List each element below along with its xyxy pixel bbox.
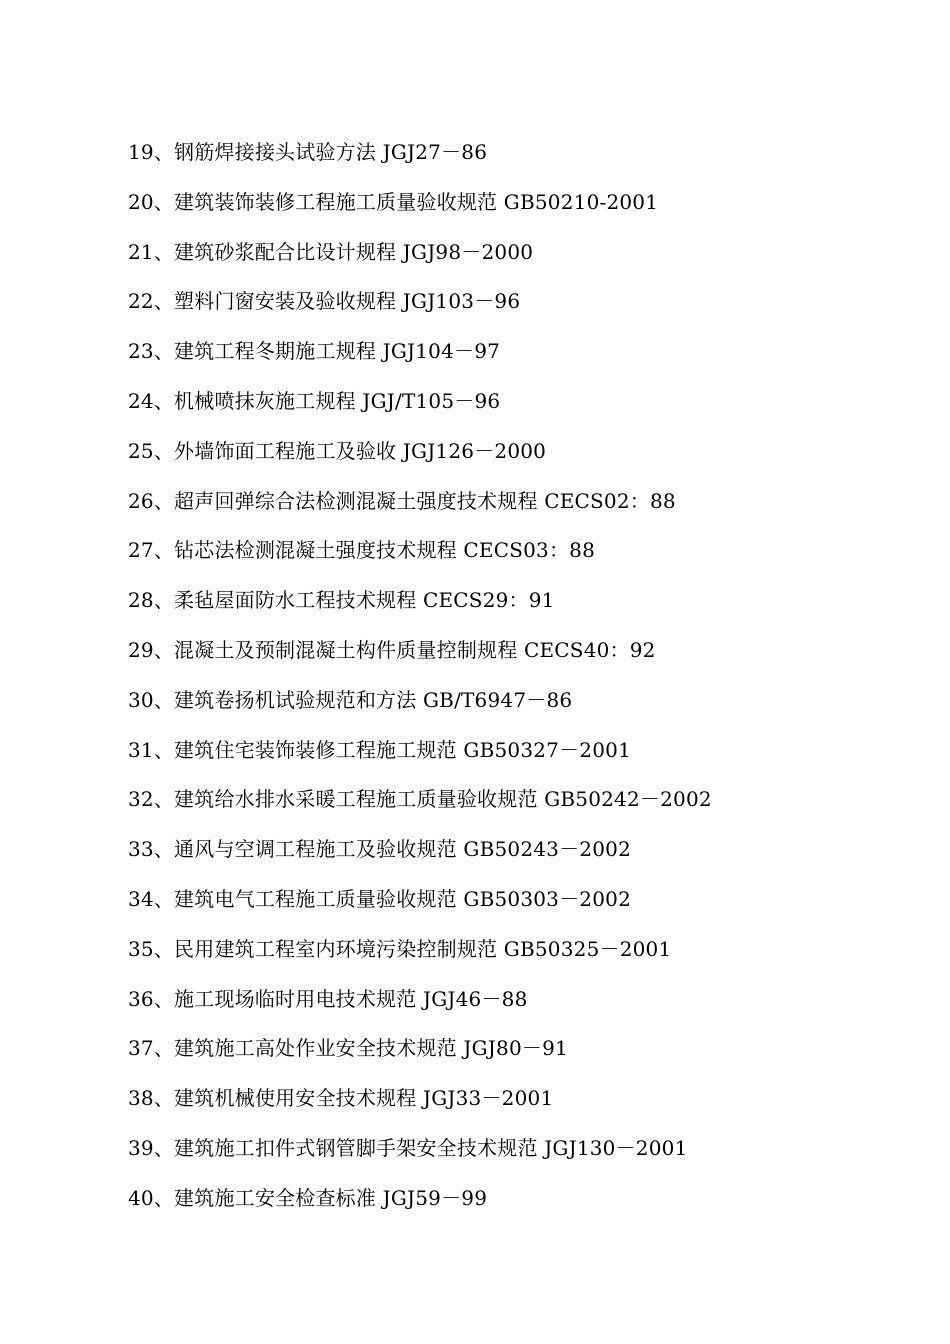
list-item: 23、建筑工程冬期施工规程 JGJ104－97 <box>128 339 501 364</box>
list-item: 22、塑料门窗安装及验收规程 JGJ103－96 <box>128 289 521 314</box>
list-item: 31、建筑住宅装饰装修工程施工规范 GB50327－2001 <box>128 737 632 762</box>
list-item: 37、建筑施工高处作业安全技术规范 JGJ80－91 <box>128 1036 568 1061</box>
list-item: 30、建筑卷扬机试验规范和方法 GB/T6947－86 <box>128 687 573 712</box>
list-item: 32、建筑给水排水采暖工程施工质量验收规范 GB50242－2002 <box>128 787 712 812</box>
list-item: 40、建筑施工安全检查标准 JGJ59－99 <box>128 1185 488 1210</box>
list-item: 35、民用建筑工程室内环境污染控制规范 GB50325－2001 <box>128 936 672 961</box>
list-item: 24、机械喷抹灰施工规程 JGJ/T105－96 <box>128 388 501 413</box>
list-item: 38、建筑机械使用安全技术规程 JGJ33－2001 <box>128 1086 554 1111</box>
list-item: 28、柔毡屋面防水工程技术规程 CECS29：91 <box>128 588 555 613</box>
standards-list <box>128 138 712 1234</box>
list-item: 29、混凝土及预制混凝土构件质量控制规程 CECS40：92 <box>128 637 656 662</box>
list-item: 26、超声回弹综合法检测混凝土强度技术规程 CECS02：88 <box>128 488 676 513</box>
list-item: 34、建筑电气工程施工质量验收规范 GB50303－2002 <box>128 886 632 911</box>
list-item: 25、外墙饰面工程施工及验收 JGJ126－2000 <box>128 438 547 463</box>
list-item: 39、建筑施工扣件式钢管脚手架安全技术规范 JGJ130－2001 <box>128 1135 688 1160</box>
list-item: 21、建筑砂浆配合比设计规程 JGJ98－2000 <box>128 239 534 264</box>
list-item: 19、钢筋焊接接头试验方法 JGJ27－86 <box>128 140 488 164</box>
list-item: 27、钻芯法检测混凝土强度技术规程 CECS03：88 <box>128 538 596 563</box>
list-item: 20、建筑装饰装修工程施工质量验收规范 GB50210-2001 <box>128 189 659 214</box>
list-item: 36、施工现场临时用电技术规范 JGJ46－88 <box>128 986 528 1011</box>
list-item: 33、通风与空调工程施工及验收规范 GB50243－2002 <box>128 837 632 862</box>
